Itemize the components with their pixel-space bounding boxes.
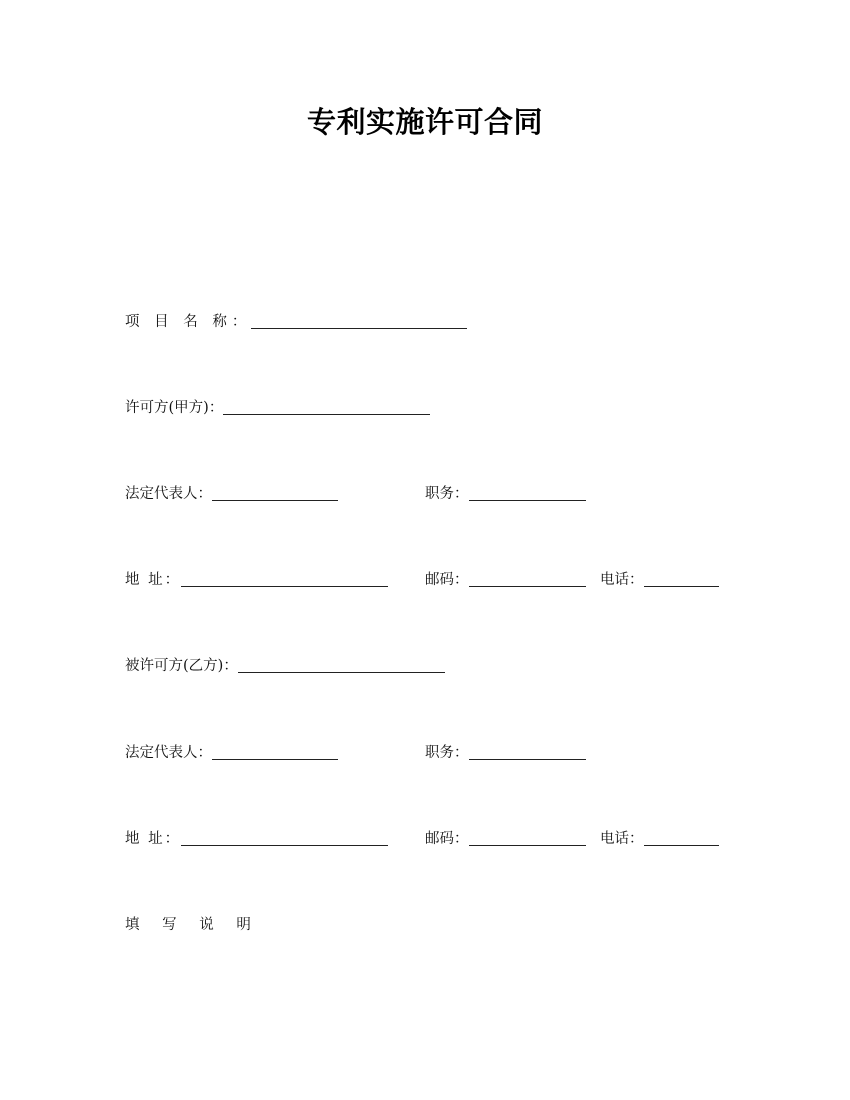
licensee-address-field[interactable] (181, 845, 388, 846)
licensor-rep-field[interactable] (212, 500, 338, 501)
licensor-row (0, 397, 850, 419)
project-name-label: 项 目 名 称： (125, 314, 252, 330)
project-name-field[interactable] (251, 328, 467, 329)
licensor-address-row (0, 569, 850, 591)
licensee-postcode-label: 邮码： (425, 831, 469, 847)
licensee-rep-row (0, 742, 850, 764)
licensee-position-field[interactable] (469, 759, 586, 760)
licensee-address-row (0, 828, 850, 850)
licensor-rep-label: 法定代表人： (125, 486, 212, 502)
licensor-name-field[interactable] (223, 414, 430, 415)
licensee-position-label: 职务： (425, 745, 469, 761)
licensor-phone-label: 电话： (600, 572, 644, 588)
licensor-label: 许可方(甲方)： (125, 400, 224, 416)
licensor-address-label: 地 址： (125, 572, 182, 588)
licensor-rep-row (0, 483, 850, 505)
licensor-position-label: 职务： (425, 486, 469, 502)
licensor-postcode-label: 邮码： (425, 572, 469, 588)
licensee-address-label: 地 址： (125, 831, 182, 847)
licensor-address-field[interactable] (181, 586, 388, 587)
licensee-label: 被许可方(乙方)： (125, 658, 238, 674)
page-title: 专利实施许可合同 (306, 105, 543, 139)
licensor-position-field[interactable] (469, 500, 586, 501)
project-name-row (0, 311, 850, 333)
licensee-rep-label: 法定代表人： (125, 745, 212, 761)
licensee-phone-field[interactable] (644, 845, 719, 846)
licensee-phone-label: 电话： (600, 831, 644, 847)
licensee-name-field[interactable] (238, 672, 445, 673)
licensor-phone-field[interactable] (644, 586, 719, 587)
instructions-heading: 填 写 说 明 (125, 917, 260, 933)
licensor-postcode-field[interactable] (469, 586, 586, 587)
licensee-row (0, 655, 850, 677)
licensee-rep-field[interactable] (212, 759, 338, 760)
licensee-postcode-field[interactable] (469, 845, 586, 846)
